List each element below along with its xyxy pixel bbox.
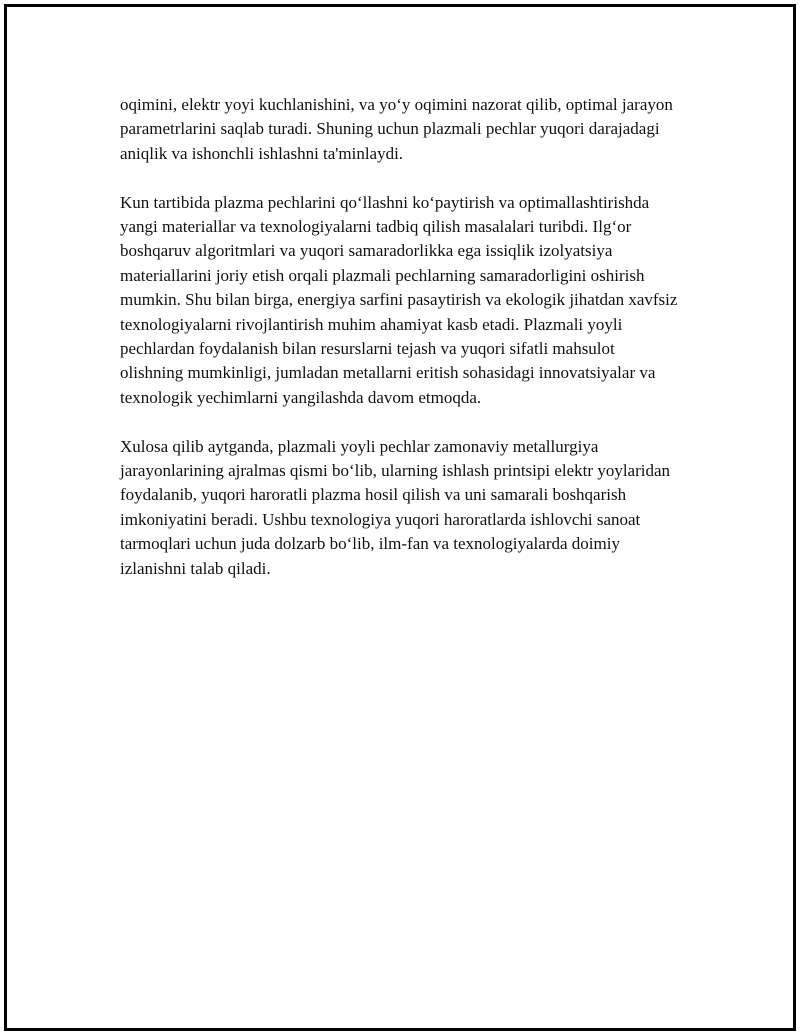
paragraph-2: Kun tartibida plazma pechlarini qo‘llashni ko‘paytirish va optimallashtirishda yangi materiallar va texnologiyalarni tadbiq qilish masalalari turibdi. Ilg‘or boshqaruv algoritmlari va yuqori samaradorlikka ega issiqlik izolyatsiya materiallarini joriy etish orqali plazmali pechlarning samaradorligini oshirish mumkin. Shu bilan birga, energiya sarfini pasaytirish va ekologik jihatdan xavfsiz texnologiyalarni rivojlantirish muhim ahamiyat kasb etadi. Plazmali yoyli pechlardan foydalanish bilan resurslarni tejash va yuqori sifatli mahsulot olishning mumkinligi, jumladan metallarni eritish sohasidagi innovatsiyalar va texnologik yechimlarni yangilashda davom etmoqda.: [120, 192, 678, 407]
paragraph-1: oqimini, elektr yoyi kuchlanishini, va yo‘y oqimini nazorat qilib, optimal jarayon parametrlarini saqlab turadi. Shuning uchun plazmali pechlar yuqori darajadagi aniqlik va ishonchli ishlashni ta'minlaydi.: [120, 95, 673, 163]
document-page: [4, 4, 796, 1031]
document-body: [120, 93, 680, 605]
paragraph-3: Xulosa qilib aytganda, plazmali yoyli pechlar zamonaviy metallurgiya jarayonlarining ajralmas qismi bo‘lib, ularning ishlash printsipi elektr yoylaridan foydalanib, yuqori haroratli plazma hosil qilish va uni samarali boshqarish imkoniyatini beradi. Ushbu texnologiya yuqori haroratlarda ishlovchi sanoat tarmoqlari uchun juda dolzarb bo‘lib, ilm-fan va texnologiyalarda doimiy izlanishni talab qiladi.: [120, 436, 671, 578]
